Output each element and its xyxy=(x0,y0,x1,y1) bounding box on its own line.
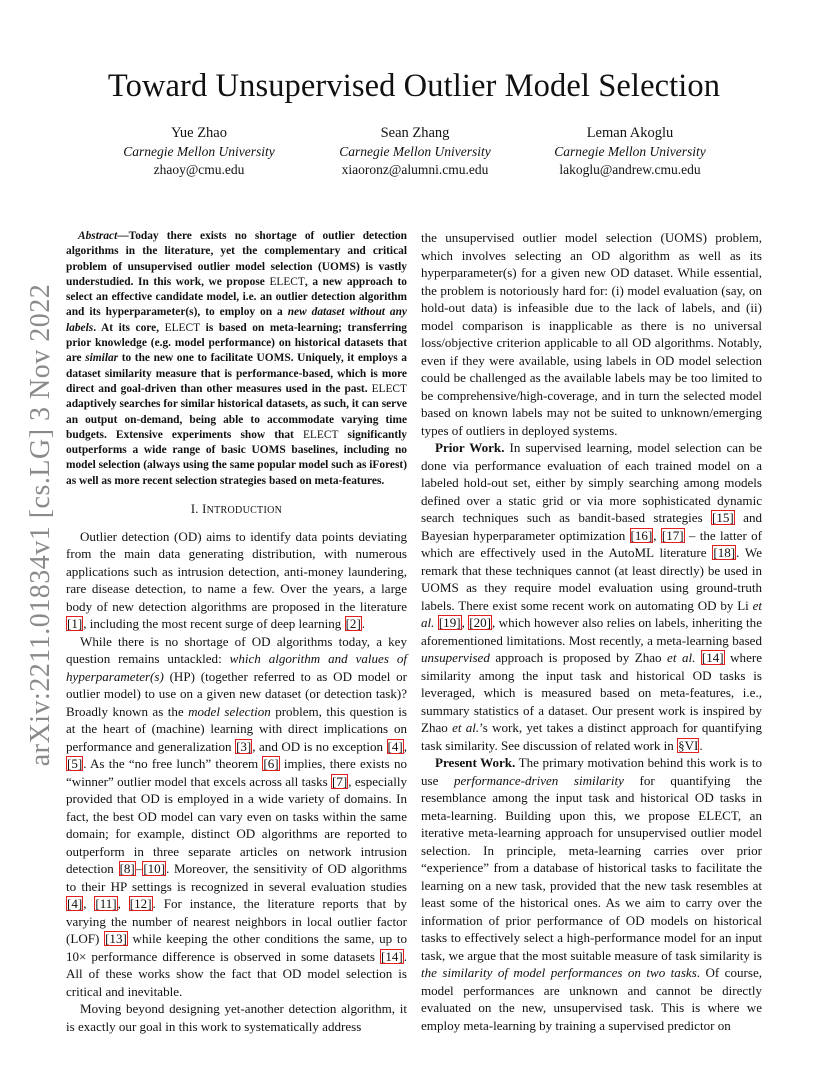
body-text: , xyxy=(403,738,407,754)
author-email: zhaoy@cmu.edu xyxy=(153,162,245,177)
body-text: . xyxy=(699,737,703,753)
body-text: – the latter of which are effectively used in the AutoML literature xyxy=(421,527,762,560)
abstract-text: —Today there exists no shortage of outlier detection algorithms in the literature, yet the complementary and critical problem of unsupervised outlier model selection (UOMS) is vastly understudied. In this work, we propose xyxy=(66,230,407,288)
author-email: xiaoronz@alumni.cmu.edu xyxy=(341,162,489,177)
elect-name: ELECT xyxy=(269,275,305,288)
body-text: In supervised learning, model selection can be done via performance evaluation of each trained model on a labeled hold-out set, either by simply searching among models defined over a static grid or via more sophisticated dynamic search techniques such as bandit-based strategies xyxy=(421,440,762,525)
citation-link[interactable]: [12] xyxy=(129,896,152,912)
citation-link[interactable]: [13] xyxy=(105,931,127,947)
run-in-heading: Prior Work. xyxy=(435,440,505,455)
section-heading xyxy=(66,501,407,520)
body-emphasis: which algorithm and values of hyperparameter(s) xyxy=(66,651,407,684)
citation-link[interactable]: [8] xyxy=(119,861,135,877)
body-text: – xyxy=(135,861,143,877)
citation-link[interactable]: [5] xyxy=(67,756,83,772)
abstract-text: adaptively searches for similar historical datasets, as such, it can serve an output on-demand, being able to accommodate varying time budgets. Extensive experiments show that xyxy=(66,398,407,441)
section-number: I. xyxy=(190,502,199,517)
citation-link[interactable]: [17] xyxy=(661,527,684,543)
body-text: , xyxy=(83,896,95,912)
author-block xyxy=(305,124,525,180)
abstract-emphasis: similar xyxy=(85,352,119,365)
citation-link[interactable]: [19] xyxy=(438,615,461,630)
citation-link[interactable]: [1] xyxy=(67,616,83,632)
body-text: . Of course, model performances are unknown and cannot be directly evaluated on the new, unsupervised task. This is where we employ meta-learning by training a supervised predictor on xyxy=(421,965,762,1033)
body-text: (HP) (together referred to as OD model or outlier model) to use on a given new dataset (or detection task)? Broadly known as the xyxy=(66,668,407,719)
citation-link[interactable]: [14] xyxy=(380,948,403,964)
author-name: Sean Zhang xyxy=(380,125,450,141)
run-in-heading: Present Work. xyxy=(435,755,516,770)
body-emphasis: et al. xyxy=(452,720,480,735)
citation-link[interactable]: [4] xyxy=(387,738,403,754)
body-text: and Bayesian hyperparameter optimization xyxy=(421,510,762,543)
right-column xyxy=(421,229,762,1034)
elect-name: ELECT xyxy=(302,428,339,441)
intro-paragraph xyxy=(66,633,407,1001)
citation-link[interactable]: [15] xyxy=(712,510,734,525)
abstract-text: is based on meta-learning; transferring prior knowledge (e.g. model performance) on historical datasets that are xyxy=(66,321,407,365)
body-text: ’s work, yet takes a distinct approach for quantifying task similarity. See discussion of related work in xyxy=(421,720,763,753)
abstract-text: , a new approach to select an effective candidate model, i.e. an outlier detection algorithm and its hyperparameter(s), to employ on a xyxy=(66,275,407,319)
section-initial: I xyxy=(202,502,207,517)
body-text: , and OD is no exception xyxy=(252,738,387,754)
present-work-paragraph xyxy=(421,754,762,1034)
body-emphasis: et al. xyxy=(421,597,762,630)
body-text: While there is no shortage of OD algorithms today, a key question remains untackled: xyxy=(66,633,407,667)
body-text: , which however also relies on labels, inheriting the aforementioned limitations. Most recently, a meta-learning based xyxy=(421,615,762,648)
author-email: lakoglu@andrew.cmu.edu xyxy=(559,162,701,177)
arxiv-stamp xyxy=(21,283,61,767)
author-affiliation: Carnegie Mellon University xyxy=(554,143,706,159)
citation-link[interactable]: [16] xyxy=(630,527,653,543)
section-link[interactable]: §VI xyxy=(678,737,699,753)
abstract-text: to the new one to facilitate UOMS. Uniquely, it employs a dataset similarity measure that is performance-based, which is more direct and goal-driven than other measures used in the past. xyxy=(66,352,407,395)
body-text: for quantifying the resemblance among the input task and historical OD tasks in meta-learning. Building upon this, we propose xyxy=(421,772,763,823)
citation-link[interactable]: [7] xyxy=(332,773,348,789)
body-text: , including the most recent surge of deep learning xyxy=(83,616,345,632)
body-text: . As the “no free lunch” theorem xyxy=(83,756,263,772)
abstract-emphasis: new dataset without any labels xyxy=(66,306,407,334)
body-emphasis: model selection xyxy=(188,703,271,719)
body-text: . Moreover, the sensitivity of OD algorithms to their HP settings is recognized in several evaluation studies xyxy=(66,861,407,894)
body-paragraph: the unsupervised outlier model selection (UOMS) problem, which involves selecting an OD algorithm as well as its hyperparameter(s) for a given new OD dataset. While essential, the problem is notoriously hard for: (i) model evaluation (say, on hold-out data) is infeasible due to the lack of labels, and (ii) model comparison is inapplicable as there is no universal loss/objective criterion applicable to all OD algorithms. Notably, even if they were available, using labels in OD model selection could be challenged as the available labels may be too limited to be comprehensive/high-coverage, and in turn the selected model based on known labels may not be suited to unknown/emerging types of outliers in deployed systems. xyxy=(421,230,762,438)
citation-link[interactable]: [11] xyxy=(95,896,117,912)
body-text: . All of these works show the fact that OD model selection is critical and inevitable. xyxy=(66,948,407,999)
author-block xyxy=(89,124,309,180)
citation-link[interactable]: [14] xyxy=(701,650,724,665)
body-text: implies, there exists no “winner” outlier model that excels across all tasks xyxy=(66,756,407,789)
abstract-text: . At its core, xyxy=(93,321,165,334)
author-name: Yue Zhao xyxy=(171,125,227,141)
abstract-label: Abstract xyxy=(78,230,118,242)
left-column xyxy=(66,229,407,1035)
body-emphasis: et al. xyxy=(667,650,696,665)
paper-title: Toward Unsupervised Outlier Model Selection xyxy=(107,68,721,104)
body-text: while keeping the other conditions the same, up to 10× performance difference is observed in some datasets xyxy=(66,931,407,964)
abstract-text: significantly outperforms a wide range of basic UOMS baselines, including no model selection (always using the same popular model such as iForest) as well as more recent selection strategies based on meta-features. xyxy=(66,428,408,487)
author-block xyxy=(520,124,740,180)
author-affiliation: Carnegie Mellon University xyxy=(123,143,275,159)
body-emphasis: performance-driven similarity xyxy=(453,772,624,788)
citation-link[interactable]: [4] xyxy=(67,896,83,912)
body-text: The primary motivation behind this work is to use xyxy=(421,755,762,788)
citation-link[interactable]: [18] xyxy=(713,545,736,560)
body-text: , xyxy=(117,896,129,912)
body-text: . For instance, the literature reports that by varying the number of nearest neighbors in local outlier factor (LOF) xyxy=(66,896,407,947)
body-text: . We remark that these techniques cannot (at least directly) be used in UOMS as they require model evaluation using ground-truth labels. There exist some recent work on automating OD by Li xyxy=(421,545,762,613)
body-text: Outlier detection (OD) aims to identify data points deviating from the main data generating distribution, with numerous applications such as intrusion detection, anti-money laundering, rare disease detection, to name a few. Over the years, a large body of new detection algorithms are proposed in the literature xyxy=(66,528,407,614)
elect-name: ELECT xyxy=(164,321,201,334)
body-emphasis: unsupervised xyxy=(421,650,490,665)
intro-paragraph xyxy=(66,528,407,633)
body-text: . xyxy=(361,616,366,632)
body-text: , xyxy=(461,615,469,630)
body-emphasis: the similarity of model performances on two tasks xyxy=(421,965,697,980)
citation-link[interactable]: [10] xyxy=(143,861,166,877)
citation-link[interactable]: [3] xyxy=(236,738,252,754)
intro-paragraph: Moving beyond designing yet-another detection algorithm, it is exactly our goal in this work to systematically address xyxy=(66,1001,407,1034)
citation-link[interactable]: [6] xyxy=(263,756,279,772)
abstract xyxy=(66,229,407,489)
author-affiliation: Carnegie Mellon University xyxy=(339,143,491,159)
citation-link[interactable]: [2] xyxy=(345,616,361,632)
body-text: where similarity among the input task and historical OD tasks is leveraged, which is measured based on meta-features, i.e., summary statistics of a dataset. Our present work is inspired by Zhao xyxy=(421,650,762,735)
citation-link[interactable]: [20] xyxy=(469,615,491,630)
prior-work-paragraph xyxy=(421,439,762,754)
section-title-smallcaps: NTRODUCTION xyxy=(206,505,283,517)
arxiv-stamp-text: arXiv:2211.01834v1 [cs.LG] 3 Nov 2022 xyxy=(25,283,56,767)
author-name: Leman Akoglu xyxy=(586,125,674,141)
body-text: problem, this question is at the heart of (machine) learning with direct implications on performance and generalization xyxy=(66,703,407,754)
elect-name: ELECT xyxy=(698,807,738,823)
body-text: , an iterative meta-learning approach for unsupervised outlier model selection. In principle, meta-learning carries over prior “experience” from a database of historical tasks to facilitate the learning on a new task, provided that the new task resembles at least some of the historical ones. As we aim to carry over the information of prior performance of OD models on historical tasks to effectively select a high-performance model for an input task, we argue that the most suitable measure of task similarity is xyxy=(421,807,762,963)
body-text: , xyxy=(653,527,661,543)
body-text: , especially provided that OD is employed in a wide variety of domains. In fact, the best OD model can vary even on tasks within the same domain; for example, distinct OD algorithms are reported to outperform in three separate articles on network intrusion detection xyxy=(66,773,407,877)
elect-name: ELECT xyxy=(371,382,407,395)
body-text: approach is proposed by Zhao xyxy=(489,650,668,665)
